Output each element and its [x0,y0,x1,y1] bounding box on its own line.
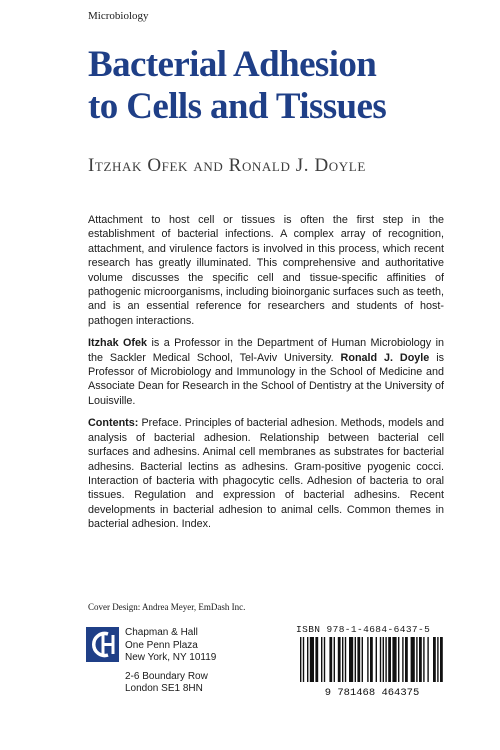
barcode-bar [427,637,428,682]
chapman-hall-logo-icon [86,627,119,662]
title-line-1: Bacterial Adhesion [88,44,377,85]
publisher-address-line-4: London SE1 8HN [125,683,203,694]
book-title [88,44,386,128]
barcode-bar [376,637,377,682]
barcode-bar [300,637,301,682]
publisher-address-line-2: New York, NY 10119 [125,652,217,663]
barcode-bar [307,637,308,682]
barcode-bar [405,637,408,682]
barcode-bar [440,637,443,682]
barcode-bar [310,637,314,682]
barcode-bar [355,637,356,682]
contents-label: Contents: [88,417,139,430]
bio-ofek-name: Itzhak Ofek [88,337,148,350]
barcode-bar [315,637,318,682]
bio-doyle-text: is Professor of Microbiology and Immunology in the School of Medicine and Associate Dean for Research in the School of Dentistry at the University of Louisville. [88,351,444,407]
barcode-bar [380,637,381,682]
cover-design-credit: Cover Design: Andrea Meyer, EmDash Inc. [88,602,246,612]
publisher-address [125,627,216,696]
contents-text: Preface. Principles of bacterial adhesion. Methods, models and analysis of bacterial adhesion. Relationship between bacterial cell surfaces and adhesins. Animal cell membranes as substrates for bacterial adhesins. Bacterial lectins as adhesins. Gram-positive pyogenic cocci. Interaction of bacteria with phagocytic cells. Adhesion of bacteria to oral tissues. Regulation and expression of bacterial adhesins. Recent developments in bacterial adhesion to animal cells. Common themes in bacterial adhesion. Index. [88,417,444,531]
barcode-bar [342,637,343,682]
bio-ofek-text: is a Professor in the Department of Human Microbiology in the Sackler Medical School, Tel-Aviv University. [88,337,444,364]
barcode-bar [357,637,360,682]
barcode-bar [419,637,422,682]
table-of-contents [88,416,444,531]
publisher-address-line-1: One Penn Plaza [125,639,198,651]
barcode-bar [334,637,335,682]
barcode-bar [423,637,424,682]
barcode-bar [437,637,438,682]
description: Attachment to host cell or tissues is often the first step in the establishment of bacterial infections. A complex array of recognition, attachment, and virulence factors is involved in this process, which recent research has greatly illuminated. This comprehensive and authoritative volume discusses the specific cell and tissue-specific affinities of pathogenic microorganisms, including bioinorganic surfaces such as teeth, and is an essential reference for researchers and students of host-pathogen interactions. [88,214,444,327]
barcode-bar [385,637,386,682]
publisher-address-line-3: 2-6 Boundary Row [125,670,208,682]
barcode [296,637,448,697]
title-line-2: to Cells and Tissues [88,86,387,127]
barcode-bar [411,637,415,682]
barcode-bar [402,637,403,682]
barcode-bar [349,637,353,682]
barcode-bar [345,637,346,682]
barcode-bar [303,637,304,682]
barcode-bar [416,637,417,682]
barcode-bar [324,637,325,682]
barcode-bar [398,637,399,682]
barcode-digits: 9 781468 464375 [324,687,420,697]
publisher-name: Chapman & Hall [125,627,198,638]
barcode-bar [338,637,341,682]
bio-doyle-name: Ronald J. Doyle [340,351,430,364]
barcode-bar [362,637,363,682]
barcode-bar [329,637,332,682]
barcode-bar [433,637,436,682]
series-label: Microbiology [88,10,149,22]
back-cover-text [88,213,444,540]
barcode-bars-icon [300,637,443,682]
authors: Itzhak Ofek and Ronald J. Doyle [88,155,366,176]
author-bios [88,336,444,408]
barcode-bar [392,637,396,682]
barcode-bar [383,637,384,682]
isbn-number: ISBN 978-1-4684-6437-5 [296,624,431,635]
barcode-bar [321,637,322,682]
barcode-bar [370,637,373,682]
barcode-bar [388,637,391,682]
barcode-bar [367,637,368,682]
